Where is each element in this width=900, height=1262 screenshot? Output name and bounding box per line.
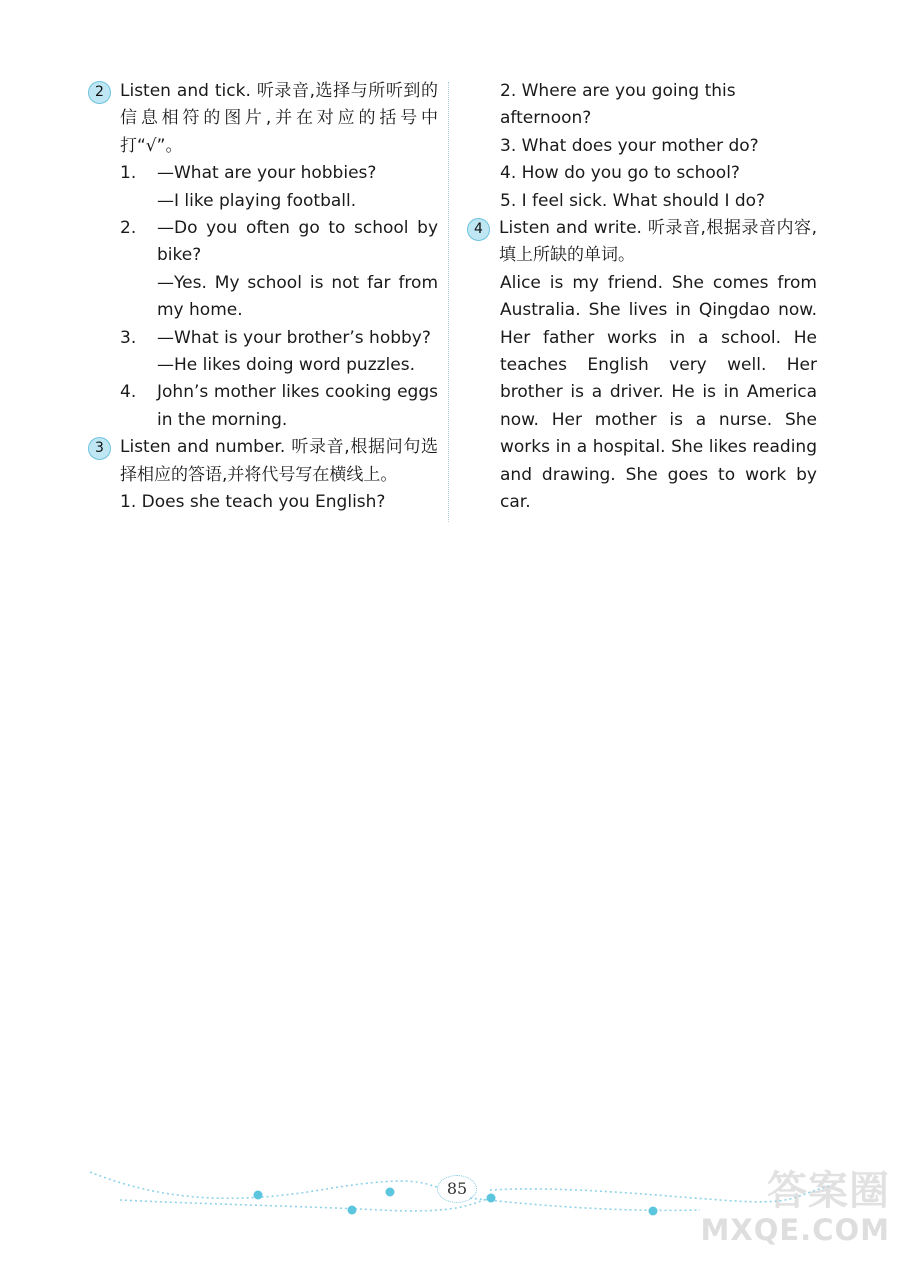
list-item <box>120 160 438 215</box>
footer-dot <box>254 1191 263 1200</box>
section-number-badge: 3 <box>88 437 111 460</box>
item-label: 4. <box>120 382 137 403</box>
section-instruction: Listen and tick. 听录音,选择与所听到的信息相符的图片,并在对应的括号中打“√”。 <box>120 81 438 156</box>
list-item <box>120 325 438 380</box>
watermark-en: MXQE.COM <box>700 1213 890 1247</box>
question-3: 3. What does your mother do? <box>500 135 759 156</box>
footer-dot <box>348 1206 357 1215</box>
section-4 <box>467 215 817 270</box>
item-line: John’s mother likes cooking eggs in the morning. <box>157 382 438 430</box>
question-1: 1. Does she teach you English? <box>120 492 386 513</box>
right-column <box>467 78 817 517</box>
section-number-badge: 2 <box>88 81 111 104</box>
section-instruction: Listen and write. 听录音,根据录音内容,填上所缺的单词。 <box>499 218 817 266</box>
item-line: —I like playing football. <box>157 190 357 211</box>
section-instruction: Listen and number. 听录音,根据问句选择相应的答语,并将代号写在横线上。 <box>120 437 438 485</box>
item-line: —What is your brother’s hobby? <box>157 327 431 348</box>
question-2: 2. Where are you going this afternoon? <box>500 81 736 129</box>
listening-passage <box>467 270 817 517</box>
section-2 <box>88 78 438 434</box>
footer-dot <box>487 1194 496 1203</box>
passage-text: Alice is my friend. She comes from Australia. She lives in Qingdao now. Her father works in a school. He teaches English very well. Her brother is a driver. He is in America now. Her mother is a nurse. She works in a hospital. She likes reading and drawing. She goes to work by car. <box>500 272 817 513</box>
item-label: 2. <box>120 218 137 239</box>
item-line: —Yes. My school is not far from my home. <box>157 272 438 321</box>
watermark-logo <box>701 1168 891 1246</box>
item-line: —Do you often go to school by bike? <box>157 218 438 266</box>
question-5: 5. I feel sick. What should I do? <box>500 190 766 211</box>
section-3 <box>88 434 438 516</box>
item-line: —He likes doing word puzzles. <box>157 355 415 376</box>
watermark-cn: 答案圈 <box>767 1168 890 1214</box>
left-column <box>88 78 438 517</box>
list-item <box>120 379 438 434</box>
question-4: 4. How do you go to school? <box>500 163 740 184</box>
item-label: 3. <box>120 327 137 348</box>
question-list <box>467 78 817 215</box>
list-item <box>120 215 438 325</box>
section-number-badge: 4 <box>467 218 490 241</box>
footer-dot <box>386 1188 395 1197</box>
item-line: —What are your hobbies? <box>157 163 377 184</box>
page-number: 85 <box>437 1175 477 1203</box>
footer-dot <box>649 1207 658 1216</box>
item-label: 1. <box>120 163 137 184</box>
column-divider <box>448 82 449 522</box>
